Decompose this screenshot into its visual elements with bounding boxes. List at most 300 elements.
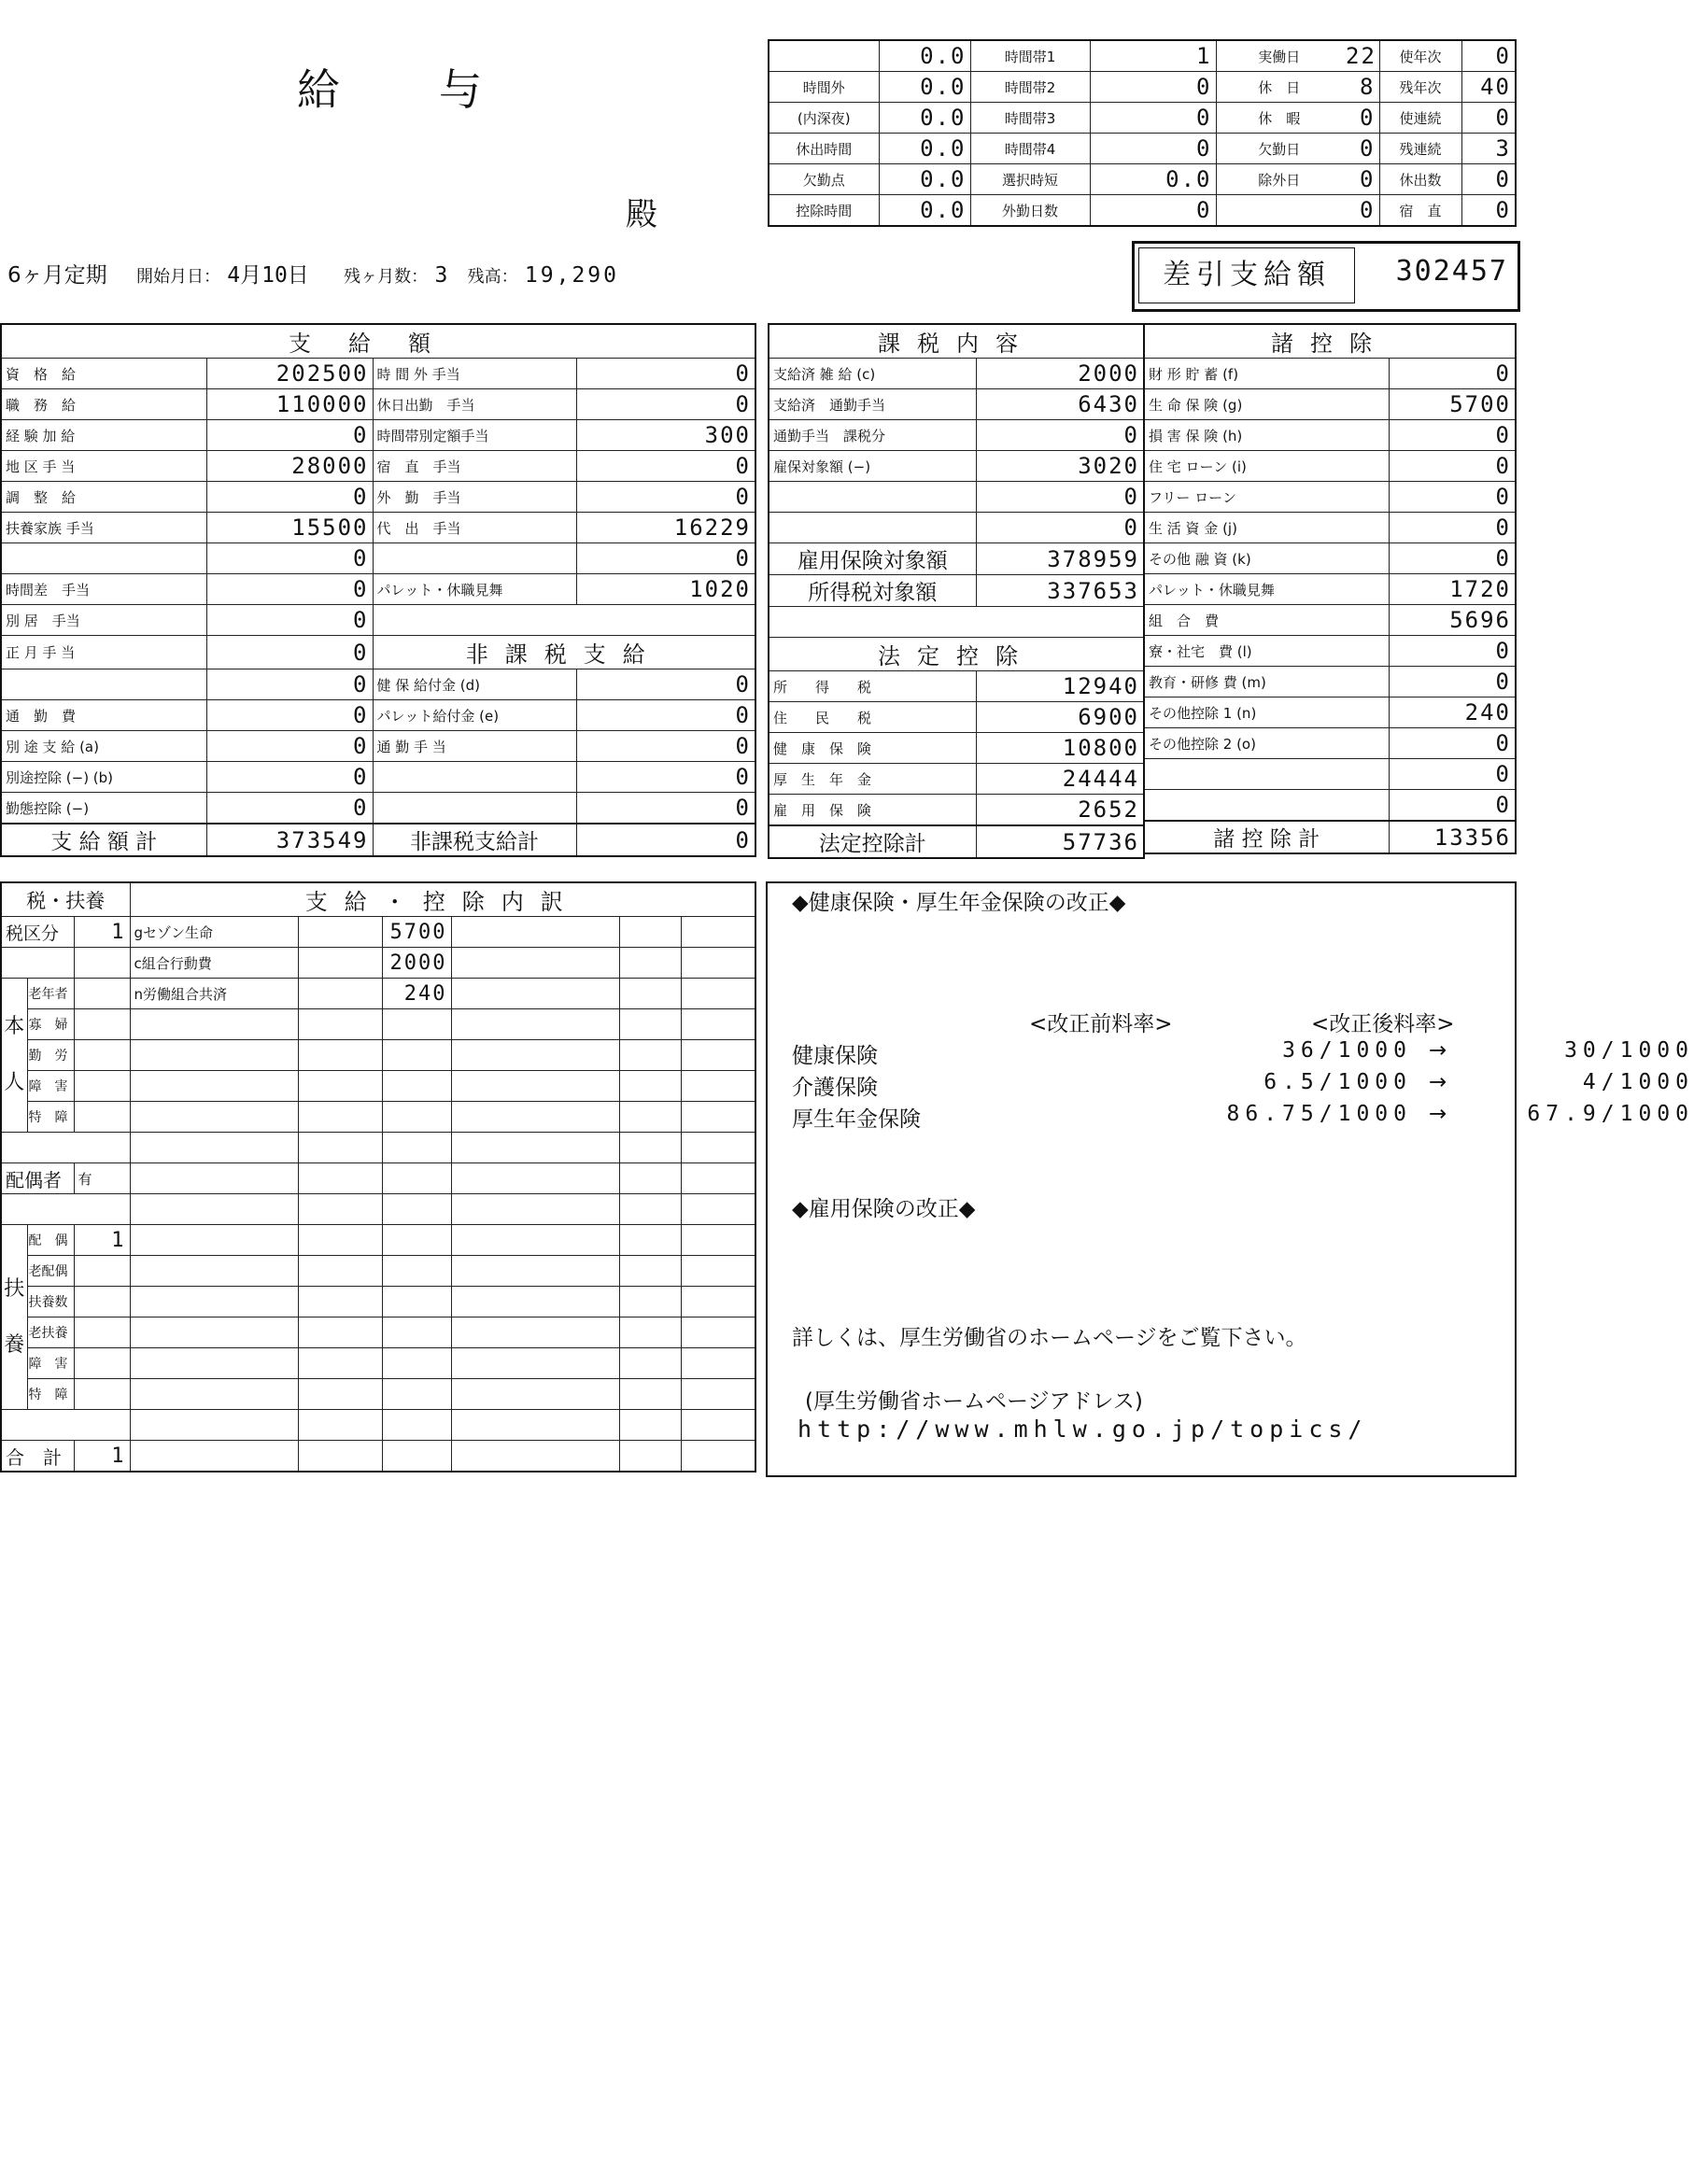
statutory-label: 住 民 税: [769, 702, 976, 733]
breakdown-cell: [619, 1441, 681, 1472]
attendance-label: 時間帯1: [970, 40, 1090, 72]
payment-label: 通 勤 費: [1, 700, 206, 731]
breakdown-cell: [298, 1287, 382, 1317]
breakdown-cell: [451, 1194, 619, 1225]
breakdown-cell: [298, 1410, 382, 1441]
taxation-label: 雇用保険対象額: [769, 543, 976, 575]
taxation-label: [769, 482, 976, 513]
rate-name: 厚生年金保険: [792, 1107, 921, 1132]
attendance-label: (内深夜): [769, 103, 879, 134]
attendance-value: 8: [1342, 72, 1379, 103]
breakdown-cell: [619, 948, 681, 979]
payments-table: [0, 323, 756, 857]
taxation-label: 所得税対象額: [769, 575, 976, 607]
payment-value: 0: [206, 700, 373, 731]
statutory-value: 12940: [976, 671, 1144, 702]
breakdown-cell: [382, 1287, 451, 1317]
breakdown-cell: [382, 1225, 451, 1256]
breakdown-cell: [382, 1441, 451, 1472]
payment-label: 資 格 給: [1, 359, 206, 389]
breakdown-cell: [681, 1102, 755, 1133]
attendance-label: [1216, 195, 1342, 227]
payment-value: 0: [576, 389, 755, 420]
deduction-label: フリー ローン: [1144, 482, 1389, 513]
deduction-value: 0: [1389, 543, 1516, 574]
taxation-value: 3020: [976, 451, 1144, 482]
statutory-total: 57736: [976, 825, 1144, 858]
breakdown-cell: [681, 1379, 755, 1410]
balance-value: 19,290: [524, 263, 620, 288]
taxation-value: 0: [976, 482, 1144, 513]
deduction-value: 1720: [1389, 574, 1516, 605]
breakdown-cell: [681, 1317, 755, 1348]
self-row-value: [74, 1009, 130, 1040]
payment-value: 0: [576, 482, 755, 513]
breakdown-cell: [451, 1071, 619, 1102]
attendance-label: 時間外: [769, 72, 879, 103]
balance-label: 残高：: [467, 267, 518, 287]
statutory-total-label: 法定控除計: [769, 825, 976, 858]
before-rate-header: <改正前料率>: [1029, 1012, 1173, 1036]
attendance-label: 時間帯4: [970, 134, 1090, 164]
payment-label: 職 務 給: [1, 389, 206, 420]
attendance-value: 0: [1461, 164, 1516, 195]
attendance-label: 休出時間: [769, 134, 879, 164]
breakdown-cell: [382, 1163, 451, 1194]
deduction-total-label: 諸 控 除 計: [1144, 821, 1389, 853]
notice-detail: 詳しくは、厚生労働省のホームページをご覧下さい。: [792, 1326, 1307, 1350]
payment-value: 0: [206, 482, 373, 513]
breakdown-cell: [382, 1410, 451, 1441]
payment-label: 経 験 加 給: [1, 420, 206, 451]
dependents-total: 1: [74, 1441, 130, 1472]
deduction-value: 0: [1389, 420, 1516, 451]
spouse-value: 有: [74, 1163, 130, 1194]
payment-value: 16229: [576, 513, 755, 543]
taxation-label: 雇保対象額 (−): [769, 451, 976, 482]
breakdown-cell: [681, 1163, 755, 1194]
support-row-label: 老配偶: [27, 1256, 74, 1287]
attendance-label: [769, 40, 879, 72]
attendance-label: 残年次: [1379, 72, 1461, 103]
breakdown-header: 支給・控除内訳: [130, 882, 755, 917]
breakdown-cell: [382, 1071, 451, 1102]
attendance-value: 1: [1090, 40, 1216, 72]
breakdown-cell: [298, 948, 382, 979]
support-row-value: [74, 1348, 130, 1379]
nontax-label: パレット給付金 (e): [373, 700, 576, 731]
attendance-value: 0.0: [1090, 164, 1216, 195]
self-row-label: 障 害: [27, 1071, 74, 1102]
breakdown-cell: [298, 1256, 382, 1287]
payment-label: 勤態控除 (−): [1, 793, 206, 824]
statutory-label: 健 康 保 険: [769, 733, 976, 764]
attendance-label: 休出数: [1379, 164, 1461, 195]
support-row-label: 配 偶: [27, 1225, 74, 1256]
self-row-label: 老年者: [27, 979, 74, 1009]
payment-label: 地 区 手 当: [1, 451, 206, 482]
breakdown-cell: [298, 917, 382, 948]
payment-total-label: 支 給 額 計: [1, 824, 206, 856]
breakdown-cell: [451, 1225, 619, 1256]
self-group-label: 本人: [1, 979, 27, 1133]
attendance-value: 0: [1090, 72, 1216, 103]
breakdown-cell: [130, 1256, 298, 1287]
breakdown-cell: [451, 1287, 619, 1317]
payment-value: 0: [576, 451, 755, 482]
breakdown-cell: [382, 1009, 451, 1040]
breakdown-cell: [451, 1102, 619, 1133]
deduction-label: 寮・社宅 費 (l): [1144, 636, 1389, 667]
self-row-value: [74, 1040, 130, 1071]
breakdown-cell: [382, 1256, 451, 1287]
breakdown-cell: [681, 948, 755, 979]
breakdown-cell: [619, 1163, 681, 1194]
breakdown-cell: [130, 1040, 298, 1071]
attendance-label: 使連続: [1379, 103, 1461, 134]
taxation-table: [768, 323, 1145, 859]
payment-label: [1, 669, 206, 700]
breakdown-label: c組合行動費: [130, 948, 298, 979]
attendance-value: 0: [1342, 103, 1379, 134]
attendance-value: 0.0: [879, 195, 970, 227]
breakdown-cell: [451, 1441, 619, 1472]
taxation-value: 6430: [976, 389, 1144, 420]
commuter-line: [7, 258, 619, 289]
payment-label: 扶養家族 手当: [1, 513, 206, 543]
commuter-label: 6ヶ月定期: [7, 263, 107, 288]
deductions-header: 諸控除: [1144, 324, 1516, 359]
deduction-label: 生 活 資 金 (j): [1144, 513, 1389, 543]
attendance-value: 0: [1461, 40, 1516, 72]
breakdown-cell: [130, 1441, 298, 1472]
breakdown-cell: [681, 1225, 755, 1256]
breakdown-cell: [298, 1225, 382, 1256]
breakdown-cell: [619, 1194, 681, 1225]
attendance-value: 3: [1461, 134, 1516, 164]
attendance-value: 22: [1342, 40, 1379, 72]
breakdown-cell: [298, 1163, 382, 1194]
breakdown-cell: [130, 1071, 298, 1102]
self-row-label: 勤 労: [27, 1040, 74, 1071]
statutory-value: 24444: [976, 764, 1144, 795]
breakdown-cell: [619, 1379, 681, 1410]
deduction-value: 0: [1389, 636, 1516, 667]
attendance-value: 0: [1342, 195, 1379, 227]
breakdown-cell: [451, 1163, 619, 1194]
payment-value: 0: [576, 543, 755, 574]
rate-after: 4/1000: [1582, 1070, 1694, 1094]
rate-arrow: →: [1429, 1070, 1447, 1094]
tax-class-label: 税区分: [1, 917, 74, 948]
breakdown-cell: [451, 1133, 619, 1163]
breakdown-cell: [382, 1194, 451, 1225]
payment-label: 別途控除 (−) (b): [1, 762, 206, 793]
breakdown-cell: [130, 1102, 298, 1133]
breakdown-cell: [382, 1348, 451, 1379]
attendance-value: 0: [1090, 195, 1216, 227]
dependents-blank: [1, 948, 74, 979]
breakdown-cell: [130, 1379, 298, 1410]
breakdown-cell: [382, 1102, 451, 1133]
self-row-value: [74, 1102, 130, 1133]
start-value: 4月10日: [227, 263, 309, 288]
rate-arrow: →: [1429, 1102, 1447, 1126]
dependents-blank: [74, 948, 130, 979]
deduction-value: 0: [1389, 667, 1516, 697]
breakdown-cell: [619, 1071, 681, 1102]
deduction-value: 0: [1389, 728, 1516, 759]
breakdown-cell: [619, 1410, 681, 1441]
payment-total: 373549: [206, 824, 373, 856]
support-row-label: 特 障: [27, 1379, 74, 1410]
nontax-value: 0: [576, 793, 755, 824]
payment-label: 時 間 外 手当: [373, 359, 576, 389]
deduction-value: 0: [1389, 513, 1516, 543]
payment-value: 0: [206, 420, 373, 451]
taxation-label: [769, 513, 976, 543]
deduction-value: 5696: [1389, 605, 1516, 636]
taxation-gap: [769, 607, 1144, 638]
deduction-value: 0: [1389, 759, 1516, 790]
breakdown-cell: [681, 1441, 755, 1472]
breakdown-cell: [451, 1379, 619, 1410]
breakdown-cell: [681, 1194, 755, 1225]
deduction-label: パレット・休職見舞: [1144, 574, 1389, 605]
nontax-total: 0: [576, 824, 755, 856]
taxation-label: 通勤手当 課税分: [769, 420, 976, 451]
net-pay-label: 差引支給額: [1138, 247, 1355, 303]
attendance-label: 宿 直: [1379, 195, 1461, 227]
nontax-label: [373, 793, 576, 824]
breakdown-cell: [130, 1009, 298, 1040]
self-row-label: 特 障: [27, 1102, 74, 1133]
payment-label: 宿 直 手当: [373, 451, 576, 482]
payment-value: 300: [576, 420, 755, 451]
breakdown-cell: [298, 1133, 382, 1163]
payment-label: 別 途 支 給 (a): [1, 731, 206, 762]
attendance-value: 0: [1342, 134, 1379, 164]
breakdown-cell: [681, 1009, 755, 1040]
nontax-label: [373, 762, 576, 793]
breakdown-cell: [382, 1317, 451, 1348]
self-row-label: 寡 婦: [27, 1009, 74, 1040]
breakdown-cell: [681, 1133, 755, 1163]
self-row-value: [74, 1071, 130, 1102]
dependents-header: 税・扶養: [1, 882, 130, 917]
payment-label: 時間帯別定額手当: [373, 420, 576, 451]
deduction-value: 0: [1389, 451, 1516, 482]
payment-label: [373, 543, 576, 574]
breakdown-value: 5700: [382, 917, 451, 948]
payment-value: 110000: [206, 389, 373, 420]
breakdown-cell: [130, 1287, 298, 1317]
breakdown-cell: [451, 979, 619, 1009]
taxation-value: 0: [976, 513, 1144, 543]
breakdown-cell: [619, 1040, 681, 1071]
tax-class-value: 1: [74, 917, 130, 948]
deduction-label: 教育・研修 費 (m): [1144, 667, 1389, 697]
net-pay-box: [1132, 241, 1520, 312]
breakdown-cell: [681, 1256, 755, 1287]
attendance-label: 実働日: [1216, 40, 1342, 72]
breakdown-cell: [451, 1256, 619, 1287]
payment-label: [1, 543, 206, 574]
payment-value: 0: [206, 574, 373, 605]
deduction-label: その他 融 資 (k): [1144, 543, 1389, 574]
breakdown-cell: [298, 1040, 382, 1071]
breakdown-cell: [619, 1287, 681, 1317]
deduction-value: 0: [1389, 359, 1516, 389]
breakdown-cell: [382, 1040, 451, 1071]
url-label: (厚生労働省ホームページアドレス): [805, 1389, 1143, 1414]
rate-before: 86.75/1000: [1226, 1102, 1412, 1126]
taxation-value: 2000: [976, 359, 1144, 389]
payment-label: 別 居 手当: [1, 605, 206, 636]
deduction-label: 財 形 貯 蓄 (f): [1144, 359, 1389, 389]
breakdown-label: gセゾン生命: [130, 917, 298, 948]
deduction-label: 損 害 保 険 (h): [1144, 420, 1389, 451]
deduction-label: 組 合 費: [1144, 605, 1389, 636]
deduction-label: 生 命 保 険 (g): [1144, 389, 1389, 420]
breakdown-cell: [298, 1071, 382, 1102]
url-text: http://www.mhlw.go.jp/topics/: [798, 1416, 1368, 1443]
breakdown-cell: [451, 948, 619, 979]
payment-value: 1020: [576, 574, 755, 605]
notice-box: [766, 881, 1694, 1477]
taxation-value: 0: [976, 420, 1144, 451]
breakdown-cell: [298, 1441, 382, 1472]
statutory-label: 所 得 税: [769, 671, 976, 702]
attendance-value: 0.0: [879, 103, 970, 134]
taxation-value: 378959: [976, 543, 1144, 575]
breakdown-cell: [451, 1348, 619, 1379]
attendance-label: 外勤日数: [970, 195, 1090, 227]
dependents-blank: [1, 1133, 130, 1163]
breakdown-value: 2000: [382, 948, 451, 979]
attendance-label: 休 日: [1216, 72, 1342, 103]
deduction-label: [1144, 790, 1389, 822]
breakdown-cell: [681, 917, 755, 948]
payment-value: 0: [206, 543, 373, 574]
breakdown-cell: [451, 1317, 619, 1348]
support-row-value: [74, 1379, 130, 1410]
taxation-value: 337653: [976, 575, 1144, 607]
attendance-value: 0.0: [879, 134, 970, 164]
payment-label: パレット・休職見舞: [373, 574, 576, 605]
nontax-value: 0: [576, 700, 755, 731]
deduction-total: 13356: [1389, 821, 1516, 853]
after-rate-header: <改正後料率>: [1311, 1012, 1455, 1036]
taxation-label: 支給済 雑 給 (c): [769, 359, 976, 389]
rate-after: 30/1000: [1564, 1038, 1694, 1063]
attendance-label: 使年次: [1379, 40, 1461, 72]
breakdown-label: n労働組合共済: [130, 979, 298, 1009]
attendance-label: 控除時間: [769, 195, 879, 227]
rate-before: 36/1000: [1282, 1038, 1412, 1063]
attendance-label: 欠勤点: [769, 164, 879, 195]
statutory-value: 2652: [976, 795, 1144, 826]
breakdown-cell: [130, 1348, 298, 1379]
breakdown-cell: [298, 1317, 382, 1348]
support-group-label: 扶養: [1, 1225, 27, 1410]
breakdown-cell: [619, 979, 681, 1009]
payment-label: 調 整 給: [1, 482, 206, 513]
breakdown-cell: [298, 1009, 382, 1040]
payment-label: 時間差 手当: [1, 574, 206, 605]
self-row-value: [74, 979, 130, 1009]
support-row-label: 扶養数: [27, 1287, 74, 1317]
breakdown-cell: [619, 1256, 681, 1287]
statutory-value: 10800: [976, 733, 1144, 764]
attendance-value: 0: [1461, 195, 1516, 227]
support-row-value: [74, 1256, 130, 1287]
attendance-label: 時間帯3: [970, 103, 1090, 134]
attendance-label: 欠勤日: [1216, 134, 1342, 164]
breakdown-cell: [298, 1379, 382, 1410]
attendance-value: 0: [1090, 103, 1216, 134]
breakdown-cell: [451, 1410, 619, 1441]
notice-title-1: ◆健康保険・厚生年金保険の改正◆: [792, 891, 1126, 915]
nontax-value: 0: [576, 731, 755, 762]
breakdown-cell: [681, 1071, 755, 1102]
breakdown-cell: [451, 1040, 619, 1071]
payment-value: 0: [206, 793, 373, 824]
attendance-label: 時間帯2: [970, 72, 1090, 103]
attendance-value: 0: [1461, 103, 1516, 134]
breakdown-cell: [681, 1410, 755, 1441]
dependents-blank: [1, 1194, 130, 1225]
net-pay-value: 302457: [1395, 255, 1508, 288]
breakdown-cell: [298, 1194, 382, 1225]
rate-after: 67.9/1000: [1527, 1102, 1694, 1126]
breakdown-cell: [130, 1317, 298, 1348]
breakdown-cell: [451, 1009, 619, 1040]
breakdown-cell: [619, 1317, 681, 1348]
breakdown-cell: [681, 1040, 755, 1071]
attendance-label: 除外日: [1216, 164, 1342, 195]
rate-before: 6.5/1000: [1263, 1070, 1412, 1094]
payment-label: 代 出 手当: [373, 513, 576, 543]
breakdown-cell: [619, 1225, 681, 1256]
attendance-value: 0.0: [879, 72, 970, 103]
payment-value: 202500: [206, 359, 373, 389]
breakdown-cell: [681, 1287, 755, 1317]
rate-name: 健康保険: [792, 1044, 878, 1068]
start-label: 開始月日：: [135, 267, 220, 287]
nontax-value: 0: [576, 669, 755, 700]
breakdown-cell: [681, 1348, 755, 1379]
nontax-header: 非課税支給: [373, 636, 755, 669]
dependents-blank: [1, 1410, 130, 1441]
deduction-value: 5700: [1389, 389, 1516, 420]
payment-label: 正 月 手 当: [1, 636, 206, 669]
title-right: 与: [439, 64, 482, 115]
deduction-value: 240: [1389, 697, 1516, 728]
breakdown-cell: [130, 1163, 298, 1194]
payment-label: 休日出勤 手当: [373, 389, 576, 420]
breakdown-cell: [298, 1348, 382, 1379]
deduction-value: 0: [1389, 790, 1516, 822]
breakdown-cell: [619, 1102, 681, 1133]
breakdown-cell: [382, 1379, 451, 1410]
remaining-label: 残ヶ月数：: [344, 267, 429, 287]
honorific: 殿: [626, 196, 657, 233]
nontax-label: 通 勤 手 当: [373, 731, 576, 762]
statutory-header: 法定控除: [769, 638, 1144, 671]
breakdown-cell: [451, 917, 619, 948]
statutory-label: 厚 生 年 金: [769, 764, 976, 795]
